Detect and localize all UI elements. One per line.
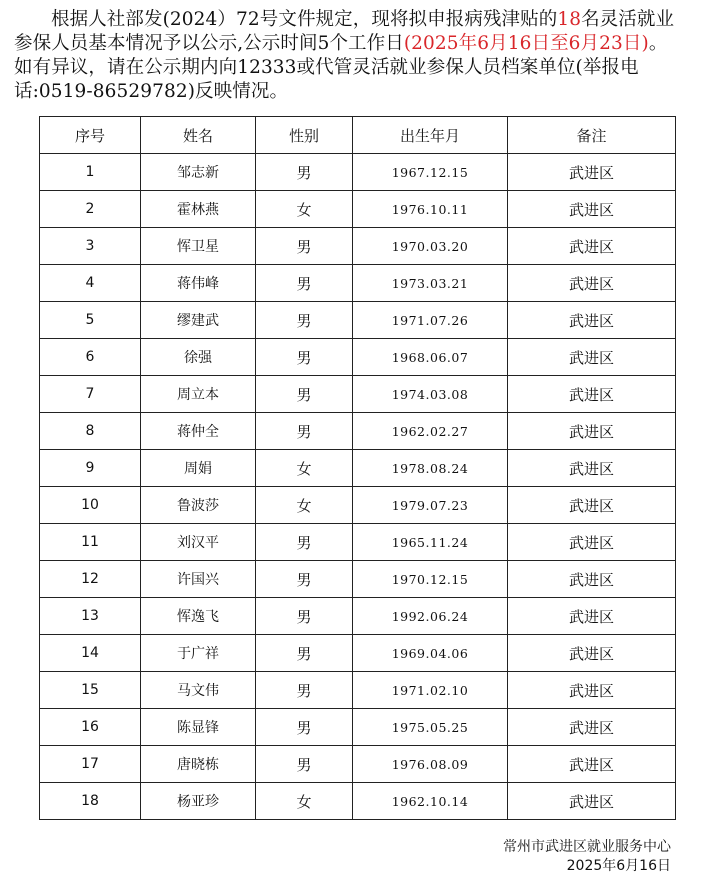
cell-gender: 男 [256,302,353,339]
cell-gender: 男 [256,228,353,265]
cell-remarks: 武进区 [508,302,676,339]
cell-remarks: 武进区 [508,783,676,820]
notice-text-2: 名灵活就业参保人员基本情况予以公示,公示时间5个工作日 [14,9,675,54]
table-row [40,265,676,302]
cell-remarks: 武进区 [508,228,676,265]
cell-gender: 男 [256,709,353,746]
header-birthdate: 出生年月 [353,117,508,154]
cell-remarks: 武进区 [508,487,676,524]
header-name: 姓名 [141,117,256,154]
cell-name: 于广祥 [141,635,256,672]
cell-remarks: 武进区 [508,450,676,487]
cell-seq: 18 [40,783,141,820]
cell-name: 刘汉平 [141,524,256,561]
applicant-count: 18 [557,9,582,30]
notice-text-1: 根据人社部发(2024）72号文件规定，现将拟申报病残津贴的 [51,9,558,30]
cell-birthdate: 1968.06.07 [353,339,508,376]
cell-remarks: 武进区 [508,265,676,302]
cell-name: 周立本 [141,376,256,413]
cell-birthdate: 1976.08.09 [353,746,508,783]
table-row [40,302,676,339]
table-row [40,783,676,820]
cell-remarks: 武进区 [508,561,676,598]
cell-name: 恽卫星 [141,228,256,265]
cell-birthdate: 1967.12.15 [353,154,508,191]
table-header-row [40,117,676,154]
cell-seq: 13 [40,598,141,635]
issuer-block [503,838,671,876]
cell-name: 杨亚珍 [141,783,256,820]
cell-seq: 9 [40,450,141,487]
cell-seq: 3 [40,228,141,265]
cell-gender: 男 [256,524,353,561]
cell-name: 徐强 [141,339,256,376]
cell-name: 霍林燕 [141,191,256,228]
notice-text-3: 。如有异议，请在公示期内向12333或代管灵活就业参保人员档案单位(举报电话:0519-86529782)反映情况。 [14,33,668,102]
cell-birthdate: 1979.07.23 [353,487,508,524]
cell-gender: 男 [256,265,353,302]
cell-remarks: 武进区 [508,598,676,635]
cell-remarks: 武进区 [508,524,676,561]
cell-gender: 女 [256,783,353,820]
cell-remarks: 武进区 [508,154,676,191]
cell-birthdate: 1970.12.15 [353,561,508,598]
cell-name: 邹志新 [141,154,256,191]
cell-seq: 16 [40,709,141,746]
cell-remarks: 武进区 [508,746,676,783]
cell-gender: 男 [256,635,353,672]
cell-seq: 5 [40,302,141,339]
cell-seq: 15 [40,672,141,709]
notice-paragraph [14,8,684,104]
cell-birthdate: 1974.03.08 [353,376,508,413]
cell-name: 许国兴 [141,561,256,598]
cell-birthdate: 1971.02.10 [353,672,508,709]
cell-birthdate: 1962.02.27 [353,413,508,450]
cell-birthdate: 1976.10.11 [353,191,508,228]
cell-name: 陈显锋 [141,709,256,746]
cell-name: 缪建武 [141,302,256,339]
cell-name: 蒋仲全 [141,413,256,450]
cell-seq: 14 [40,635,141,672]
table-row [40,154,676,191]
cell-seq: 11 [40,524,141,561]
cell-name: 鲁波莎 [141,487,256,524]
cell-gender: 女 [256,191,353,228]
cell-seq: 12 [40,561,141,598]
cell-birthdate: 1973.03.21 [353,265,508,302]
cell-gender: 女 [256,450,353,487]
table-row [40,191,676,228]
table-row [40,339,676,376]
cell-seq: 8 [40,413,141,450]
cell-gender: 男 [256,154,353,191]
cell-gender: 男 [256,746,353,783]
table-row [40,376,676,413]
cell-seq: 10 [40,487,141,524]
table-row [40,228,676,265]
cell-gender: 男 [256,561,353,598]
cell-gender: 男 [256,376,353,413]
table-body [40,154,676,820]
table-row [40,487,676,524]
applicant-table [39,116,676,820]
table-row [40,413,676,450]
cell-birthdate: 1970.03.20 [353,228,508,265]
cell-remarks: 武进区 [508,635,676,672]
cell-birthdate: 1992.06.24 [353,598,508,635]
issue-date: 2025年6月16日 [566,858,671,874]
cell-remarks: 武进区 [508,339,676,376]
cell-name: 周娟 [141,450,256,487]
cell-remarks: 武进区 [508,413,676,450]
cell-seq: 17 [40,746,141,783]
cell-name: 唐晓栋 [141,746,256,783]
cell-birthdate: 1971.07.26 [353,302,508,339]
issuer-name: 常州市武进区就业服务中心 [503,839,671,855]
cell-remarks: 武进区 [508,376,676,413]
header-gender: 性别 [256,117,353,154]
table-row [40,450,676,487]
cell-seq: 6 [40,339,141,376]
table-row [40,672,676,709]
notice-period: (2025年6月16日至6月23日) [403,33,649,54]
cell-gender: 女 [256,487,353,524]
cell-gender: 男 [256,413,353,450]
cell-remarks: 武进区 [508,672,676,709]
cell-name: 恽逸飞 [141,598,256,635]
cell-birthdate: 1969.04.06 [353,635,508,672]
table-row [40,746,676,783]
table-row [40,709,676,746]
table-row [40,598,676,635]
cell-gender: 男 [256,339,353,376]
cell-seq: 2 [40,191,141,228]
cell-remarks: 武进区 [508,191,676,228]
cell-birthdate: 1962.10.14 [353,783,508,820]
cell-birthdate: 1965.11.24 [353,524,508,561]
cell-birthdate: 1975.05.25 [353,709,508,746]
cell-birthdate: 1978.08.24 [353,450,508,487]
cell-name: 蒋伟峰 [141,265,256,302]
cell-remarks: 武进区 [508,709,676,746]
cell-seq: 1 [40,154,141,191]
table-row [40,635,676,672]
table-row [40,561,676,598]
header-seq: 序号 [40,117,141,154]
cell-gender: 男 [256,672,353,709]
cell-seq: 4 [40,265,141,302]
cell-gender: 男 [256,598,353,635]
cell-name: 马文伟 [141,672,256,709]
table-row [40,524,676,561]
cell-seq: 7 [40,376,141,413]
header-remarks: 备注 [508,117,676,154]
